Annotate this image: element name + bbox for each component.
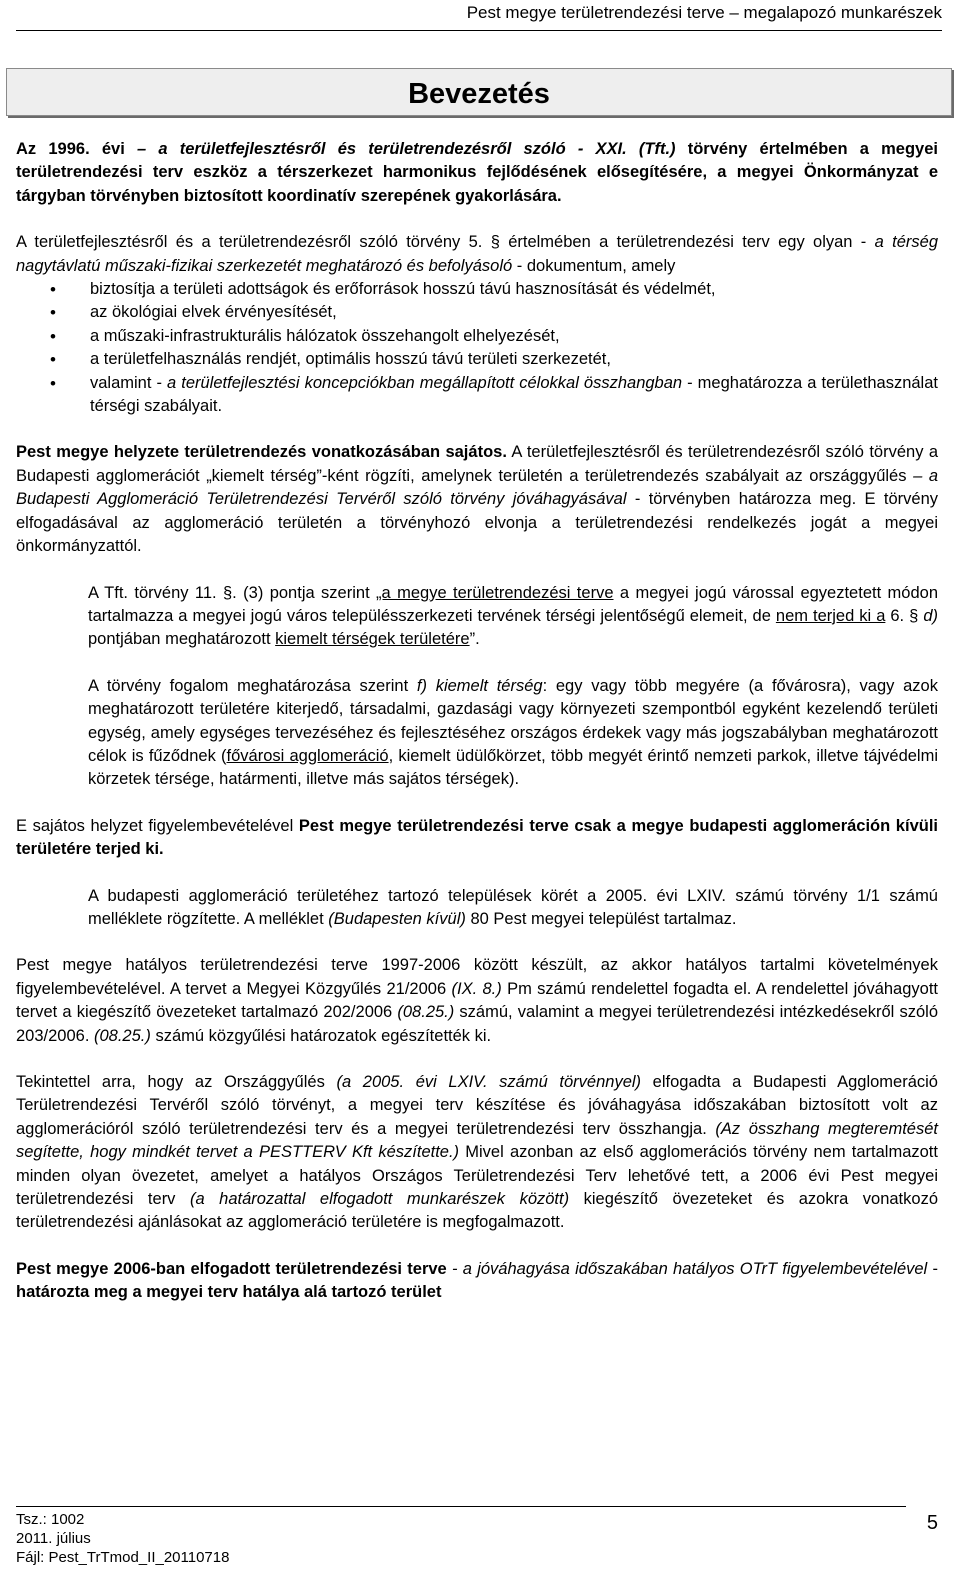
paragraph-agglomeration-law: A budapesti agglomeráció területéhez tartozó települések körét a 2005. évi LXIV. számú törvény 1/1 számú melléklete rögzítette. A melléklet (Budapesten kívül) 80 Pest megyei települést tartalmaz. <box>88 886 938 928</box>
paragraph-parliament: Tekintettel arra, hogy az Országgyűlés (a 2005. évi LXIV. számú törvénnyel) elfogadta a Budapesti Agglomeráció Területrendezési Tervéről szóló törvényt, a megyei terv készítése és jóváhagyása időszakában biztosított volt az agglomerációról szóló területrendezési terv és a megyei területrendezési terv összhangja. (Az összhang megteremtését segítette, hogy mindkét tervet a PESTTERV Kft készítette.) Mivel azonban az első agglomerációs törvény nem tartalmazott minden olyan övezetet, amelyet a hatályos Országos Területrendezési Terv lehetővé tett, a 2006 évi Pest megyei területrendezési terv (a határozattal elfogadott munkarészek között) kiegészítő övezeteket és azokra vonatkozó területrendezési ajánlásokat az agglomeráció területére is megfogalmazott. <box>16 1073 938 1232</box>
footer-divider <box>16 1506 906 1507</box>
section-title: Bevezetés <box>408 78 550 110</box>
list-item: • a műszaki-infrastrukturális hálózatok összehangolt elhelyezését, <box>16 325 938 348</box>
paragraph-scope: E sajátos helyzet figyelembevételével Pest megye területrendezési terve csak a megye budapesti agglomeráción kívüli területére terjed ki. <box>16 816 938 859</box>
footer-tsz: Tsz.: 1002 <box>16 1511 85 1528</box>
law-reference: a területfejlesztésről és területrendezésről szóló - XXI. (Tft.) <box>158 140 676 158</box>
document-body <box>16 138 938 1328</box>
paragraph-2006-plan: Pest megye 2006-ban elfogadott területrendezési terve - a jóváhagyása időszakában hatályos OTrT figyelembevételével - határozta meg a megyei terv hatálya alá tartozó terület <box>16 1259 938 1302</box>
list-item: • az ökológiai elvek érvényesítését, <box>16 301 938 324</box>
footer <box>16 1510 229 1567</box>
list-item: • a területfelhasználás rendjét, optimális hosszú távú területi szerkezetét, <box>16 348 938 371</box>
paragraph-tft-11: A Tft. törvény 11. §. (3) pontja szerint „a megye területrendezési terve a megyei jogú várossal egyeztetett módon tartalmazza a megyei jogú város településszerkezeti tervének térségi jelentőségű elemeit, de nem terjed ki a 6. § d) pontjában meghatározott kiemelt térségek területére”. <box>88 583 939 649</box>
section-title-box <box>6 68 952 116</box>
page-number: 5 <box>926 1512 938 1534</box>
paragraph-pest-status: Pest megye helyzete területrendezés vonatkozásában sajátos. A területfejlesztésről és területrendezésről szóló törvény a Budapesti agglomerációt „kiemelt térség”-ként rögzíti, amelynek területén a területrendezés szabályait az országgyűlés – a Budapesti Agglomeráció Területrendezési Tervéről szóló törvény jóváhagyásával - törvényben határozza meg. E törvény elfogadásával az agglomeráció területén a törvényhozó elvonja a területrendezési rendelkezés jogát a megyei önkormányzattól. <box>16 443 939 556</box>
paragraph-definition: A területfejlesztésről és a területrendezésről szóló törvény 5. § értelmében a területrendezési terv egy olyan - a térség nagytávlatú műszaki-fizikai szerkezetét meghatározó és befolyásoló - dokumentum, amely <box>16 233 938 275</box>
list-item: • valamint - a területfejlesztési koncepciókban megállapított célokkal összhangban - meghatározza a területhasználat térségi szabályait. <box>16 372 938 419</box>
list-item: • biztosítja a területi adottságok és erőforrások hosszú távú hasznosítását és védelmét, <box>16 278 938 301</box>
paragraph-kiemelt-terseg: A törvény fogalom meghatározása szerint f) kiemelt térség: egy vagy több megyére (a fővárosra), vagy azok meghatározott területére kiterjedő, társadalmi, gazdasági vagy környezeti szempontból egyként kezelendő területi egység, amely egységes tervezéséhez és fejlesztéséhez országos érdekek vagy más jogszabályban meghatározott célok is fűződnek (fővárosi agglomeráció, kiemelt üdülőkörzet, több megyét érintő nemzeti parkok, illetve tájvédelmi körzetek térsége, határmenti, illetve más sajátos térségek). <box>88 676 938 789</box>
footer-date: 2011. július <box>16 1530 91 1547</box>
paragraph-intro: Az 1996. évi – a területfejlesztésről és területrendezésről szóló - XXI. (Tft.) törvény értelmében a megyei területrendezési terv eszköz a térszerkezet harmonikus fejlődésének elősegítésére, a megyei Önkormányzat e tárgyban törvényben biztosított koordinatív szerepének gyakorlására. <box>16 140 938 205</box>
footer-file: Fájl: Pest_TrTmod_II_20110718 <box>16 1549 230 1566</box>
bullet-list <box>16 278 938 418</box>
paragraph-current-plan: Pest megye hatályos területrendezési terve 1997-2006 között készült, az akkor hatályos tartalmi követelmények figyelembevételével. A tervet a Megyei Közgyűlés 21/2006 (IX. 8.) Pm számú rendelettel fogadta el. A rendelettel jóváhagyott tervet a kiegészítő övezeteket tartalmazó 202/2006 (08.25.) számú, valamint a megyei területrendezési intézkedésekről szóló 203/2006. (08.25.) számú közgyűlési határozatok egészítették ki. <box>16 956 938 1045</box>
running-header: Pest megye területrendezési terve – megalapozó munkarészek <box>16 0 942 31</box>
